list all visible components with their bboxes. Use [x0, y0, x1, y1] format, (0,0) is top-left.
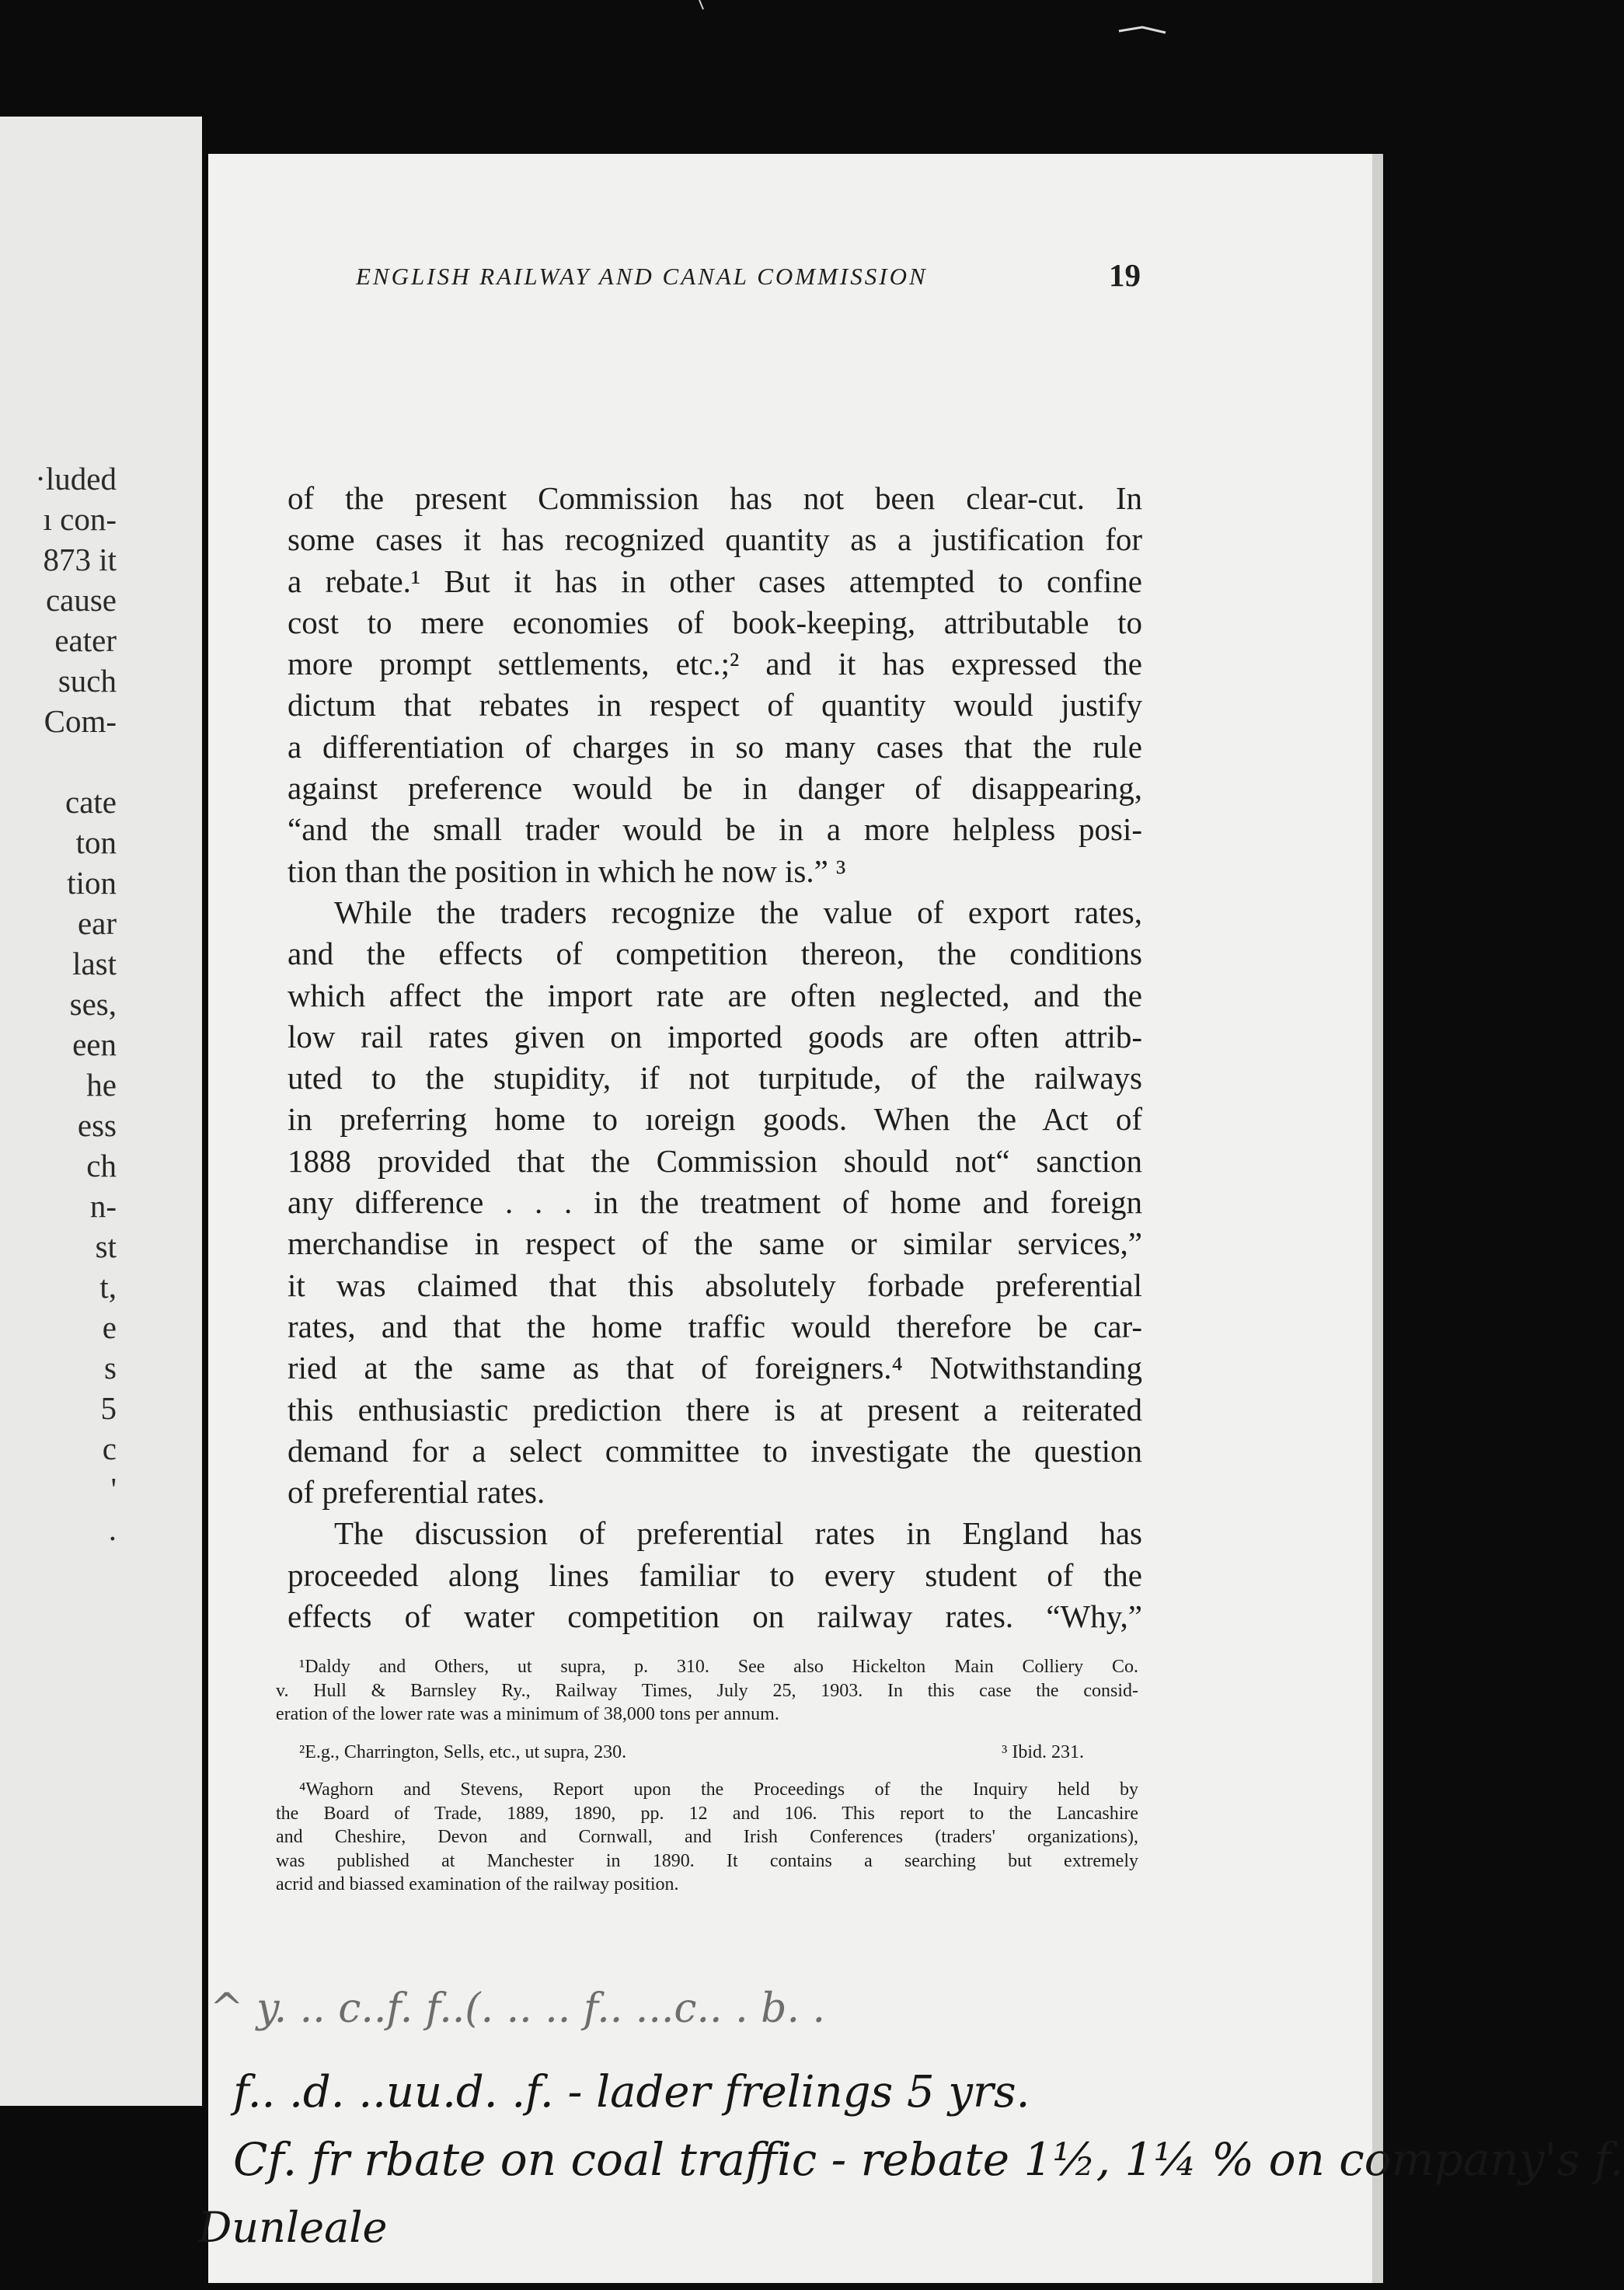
body-line: more prompt settlements, etc.;² and it has expressed the [288, 646, 1142, 682]
handwritten-line: ^ y. .. c..f. f..(. .. .. f.. ...c.. . b. . [210, 1985, 826, 2032]
left-fragment: tion [67, 865, 117, 901]
left-fragment: 873 it [43, 542, 117, 577]
body-line: cost to mere economies of book-keeping, attributable to [288, 604, 1142, 640]
body-line: it was claimed that this absolutely forbade preferential [288, 1267, 1142, 1303]
body-line: demand for a select committee to investigate the question [288, 1432, 1142, 1469]
footnote-3: ³ Ibid. 231. [1002, 1741, 1084, 1762]
left-fragment: ton [75, 824, 117, 860]
left-fragment: cate [65, 784, 117, 820]
footnote-4-line: ⁴Waghorn and Stevens, Report upon the Proceedings of the Inquiry held by [299, 1779, 1138, 1800]
body-line: proceeded along lines familiar to every student of the [288, 1556, 1142, 1593]
footnote-4-line: the Board of Trade, 1889, 1890, pp. 12 and 106. This report to the Lancashire [276, 1803, 1138, 1824]
body-line: and the effects of competition thereon, the conditions [288, 936, 1142, 972]
left-fragment: t, [99, 1269, 117, 1305]
left-fragment: n- [89, 1188, 117, 1224]
body-line: effects of water competition on railway rates. “Why,” [288, 1598, 1142, 1635]
left-fragment: e [102, 1309, 117, 1345]
left-fragment: ' [110, 1471, 117, 1507]
body-line: of preferential rates. [288, 1474, 545, 1511]
page-number: 19 [1109, 257, 1141, 293]
left-fragment: Com- [44, 703, 117, 739]
left-fragment: ear [77, 905, 117, 941]
footnote-4-line: acrid and biassed examination of the railway position. [276, 1874, 679, 1894]
body-line: a rebate.¹ But it has in other cases attempted to confine [288, 563, 1142, 599]
footnote-1-line: v. Hull & Barnsley Ry., Railway Times, July 25, 1903. In this case the consid- [276, 1680, 1138, 1701]
body-line: ried at the same as that of foreigners.⁴ Notwithstanding [288, 1350, 1142, 1386]
footnote-2: ²E.g., Charrington, Sells, etc., ut supra, 230. [299, 1741, 627, 1762]
left-fragment: last [72, 946, 117, 981]
body-line: in preferring home to ıoreign goods. When the Act of [288, 1101, 1142, 1138]
body-line: While the traders recognize the value of export rates, [334, 894, 1142, 930]
body-line: this enthusiastic prediction there is at present a reiterated [288, 1391, 1142, 1427]
left-fragment: ess [77, 1107, 117, 1143]
left-fragment: 5 [100, 1390, 117, 1426]
body-line: tion than the position in which he now is.” ³ [288, 852, 846, 889]
left-fragment: such [58, 663, 117, 699]
handwritten-line: Cf. fr rbate on coal traffic - rebate 1½, 1¼ % on company's f. [233, 2133, 1624, 2186]
body-line: which affect the import rate are often neglected, and the [288, 977, 1142, 1013]
body-line: merchandise in respect of the same or similar services,” [288, 1225, 1142, 1262]
left-fragment: ·luded [35, 461, 117, 497]
running-head: ENGLISH RAILWAY AND CANAL COMMISSION [356, 263, 928, 290]
body-line: against preference would be in danger of disappearing, [288, 770, 1142, 807]
body-line: low rail rates given on imported goods are often attrib- [288, 1018, 1142, 1054]
body-line: a differentiation of charges in so many cases that the rule [288, 728, 1142, 765]
left-fragment: ch [86, 1148, 117, 1183]
body-line: uted to the stupidity, if not turpitude, of the railways [288, 1060, 1142, 1096]
footnote-1-line: eration of the lower rate was a minimum of 38,000 tons per annum. [276, 1704, 779, 1724]
body-line: of the present Commission has not been clear-cut. In [288, 480, 1142, 516]
footnote-4-line: and Cheshire, Devon and Cornwall, and Irish Conferences (traders' organizations), [276, 1827, 1138, 1847]
left-fragment: ses, [69, 986, 117, 1022]
body-line: any difference . . . in the treatment of home and foreign [288, 1184, 1142, 1221]
body-line: rates, and that the home traffic would therefore be car- [288, 1308, 1142, 1344]
left-fragment: c [102, 1431, 117, 1466]
left-fragment: st [95, 1229, 117, 1264]
footnote-4-line: was published at Manchester in 1890. It contains a searching but extremely [276, 1850, 1138, 1871]
left-fragment: cause [45, 582, 117, 618]
left-fragment: eater [54, 622, 117, 658]
handwritten-line: f.. .d. ..uu.d. .f. - lader frelings 5 yrs. [233, 2067, 1030, 2117]
left-fragment: ı con- [43, 501, 117, 537]
body-line: The discussion of preferential rates in England has [334, 1515, 1142, 1552]
footnote-1-line: ¹Daldy and Others, ut supra, p. 310. See also Hickelton Main Colliery Co. [299, 1657, 1138, 1677]
left-fragment: . [108, 1511, 117, 1547]
body-line: dictum that rebates in respect of quantity would justify [288, 687, 1142, 723]
handwritten-line: Dunleale [198, 2203, 388, 2252]
body-line: some cases it has recognized quantity as a justification for [288, 521, 1142, 558]
body-line: 1888 provided that the Commission should not“ sanction [288, 1142, 1142, 1179]
body-line: “and the small trader would be in a more helpless posi- [288, 811, 1142, 848]
left-fragment: s [104, 1350, 117, 1386]
left-fragment: he [86, 1067, 117, 1103]
left-fragment: een [72, 1026, 117, 1062]
